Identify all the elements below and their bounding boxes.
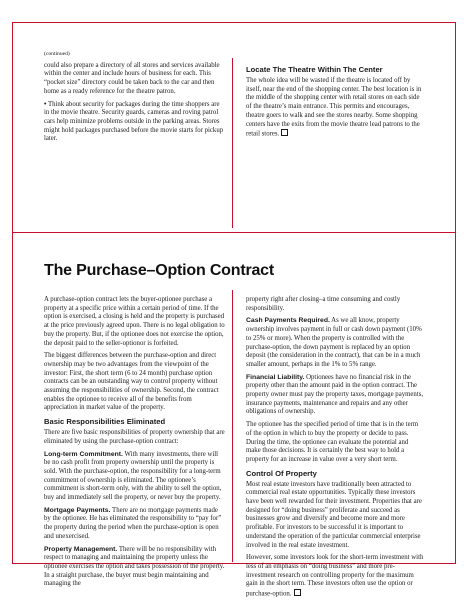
top-left-paragraph-2	[44, 101, 224, 145]
long-term-commitment-paragraph	[44, 451, 226, 503]
bottom-right-paragraph-4: The optionee has the specified period of time that is in the term of the option in which to buy the property or decide to pass. During the time, the optionee can evaluate the potential and make those decisions. It is certainly the best way to hold a property for an increase in value over a very short term.	[246, 421, 419, 463]
cash-payments-lead: Cash Payments Required.	[246, 317, 330, 325]
financial-liability-paragraph	[246, 374, 424, 418]
mortgage-payments-lead: Mortgage Payments.	[44, 506, 111, 514]
bullet-marker: •	[44, 100, 47, 108]
mortgage-payments-text: There are no mortgage payments made by the optionee. He has eliminated the responsibility to “pay for” the property during the period when the purchase-option is open and unexercised.	[44, 506, 222, 540]
top-column-rule	[232, 58, 233, 228]
bottom-right-paragraph-6	[246, 554, 424, 599]
property-management-text: There will be no responsibility with respect to managing and maintaining the property unless the optionee exercises the option and takes possession of the property. In a straight purchase, the buyer must begin maintaining and managing the	[44, 545, 225, 588]
section-divider-line	[12, 232, 455, 233]
long-term-commitment-lead: Long-term Commitment.	[44, 450, 123, 458]
top-left-paragraph-2-text: Think about security for packages during the time shoppers are in the movie theatre. Security guards, cameras and roving patrol cars help minimize problems outside in the parking areas. Stores might hold packages purchased before the movie starts for pickup later.	[44, 100, 224, 143]
article-title: The Purchase–Option Contract	[44, 262, 274, 279]
bottom-right-paragraph-5: Most real estate investors have traditionally been attracted to commercial real estate opportunities. Typically these investors have been well rewarded for their investment. Properties that are designed for “doing business” proliferate and succeed as businesses grow and diversify and become more and more profitable. For investors to be successful it is important to understand the operation of the particular commercial enterprise involved in the real estate investment.	[246, 480, 422, 549]
top-left-paragraph-1: could also prepare a directory of all stores and services available within the center and include hours of business for each. This “pocket size” directory could be taken back to the car and then home as a ready reference for the theatre patron.	[44, 61, 220, 95]
control-of-property-heading: Control Of Property	[246, 468, 317, 478]
long-term-commitment-text: With many investments, there will be no cash profit from property ownership until the property is sold. With the purchase-option, the responsibility for a long-term commitment of ownership is eliminated. The optionee’s commitment is short-term only, with the ability to sell the option, buy and immediately sell the property, or never buy the property.	[44, 450, 222, 502]
bottom-column-rule	[232, 290, 233, 562]
top-right-paragraph-1	[246, 77, 424, 139]
bottom-left-paragraph-1: A purchase-option contract lets the buyer-optionee purchase a property at a specific price within a certain period of time. If the option is exercised, a closing is held and the property is purchased at the price previously agreed upon. There is no legal obligation to buy the property. But, if the optionee does not exercise the option, the deposit paid to the seller-optionor is forfeited.	[44, 296, 225, 347]
financial-liability-text: Optionees have no financial risk in the property other than the amount paid in the option contract. The property owner must pay the property taxes, mortgage payments, insurance payments, maintenance and repairs and any other obligations of ownership.	[246, 373, 424, 416]
top-right-column	[246, 62, 424, 143]
end-of-article-icon	[294, 589, 301, 596]
basic-responsibilities-heading: Basic Responsibilities Eliminated	[44, 417, 166, 427]
bottom-left-paragraph-2: The biggest differences between the purchase-option and direct ownership may be two advantages from the viewpoint of the investor: First, the short term (6 to 24 month) purchase option contracts can be an outstanding way to control property without assuming the responsibilities of ownership. Second, the contract enables the optionee to receive all of the benefits from appreciation in market value of the property.	[44, 352, 219, 412]
top-left-column	[44, 50, 224, 148]
mortgage-payments-paragraph	[44, 507, 226, 542]
end-of-section-icon	[281, 129, 288, 136]
bottom-left-paragraph-3: There are five basic responsibilities of property ownership that are eliminated by using the purchase-option contract:	[44, 429, 225, 445]
property-management-paragraph	[44, 546, 226, 590]
cash-payments-paragraph	[246, 317, 424, 369]
bottom-right-paragraph-6-text: However, some investors look for the short-term investment with less of an emphasis on “doing business” and more pre-investment research on controlling property for the maximum gain in the short term. These investors often use the option or purchase-option.	[246, 554, 424, 598]
financial-liability-lead: Financial Liability.	[246, 373, 305, 381]
locate-theatre-heading: Locate The Theatre Within The Center	[246, 65, 383, 74]
continued-label: (continued)	[44, 51, 70, 57]
bottom-right-paragraph-1: property right after closing–a time consuming and costly responsibility.	[246, 296, 401, 312]
bottom-right-column	[246, 296, 424, 603]
property-management-lead: Property Management.	[44, 545, 118, 553]
cash-payments-text: As we all know, property ownership involves payment in full or cash down payment (10% to 25% or more). When the property is controlled with the purchase-option, the down payment is replaced by an option deposit (the consideration in the contract), that can be in a much smaller amount, perhaps in the 1% to 5% range.	[246, 317, 422, 368]
top-right-paragraph-1-text: The whole idea will be wasted if the theatre is located off by itself, near the end of the shopping center. The best location is in the middle of the shopping center with retail stores on each side of the theatre’s main entrance. This permits and encourages, theatre goers to walk and see the stores nearby. Some shopping centers have the exits from the movie theatre lead patrons to the retail stores.	[246, 77, 422, 138]
bottom-left-column	[44, 296, 226, 593]
